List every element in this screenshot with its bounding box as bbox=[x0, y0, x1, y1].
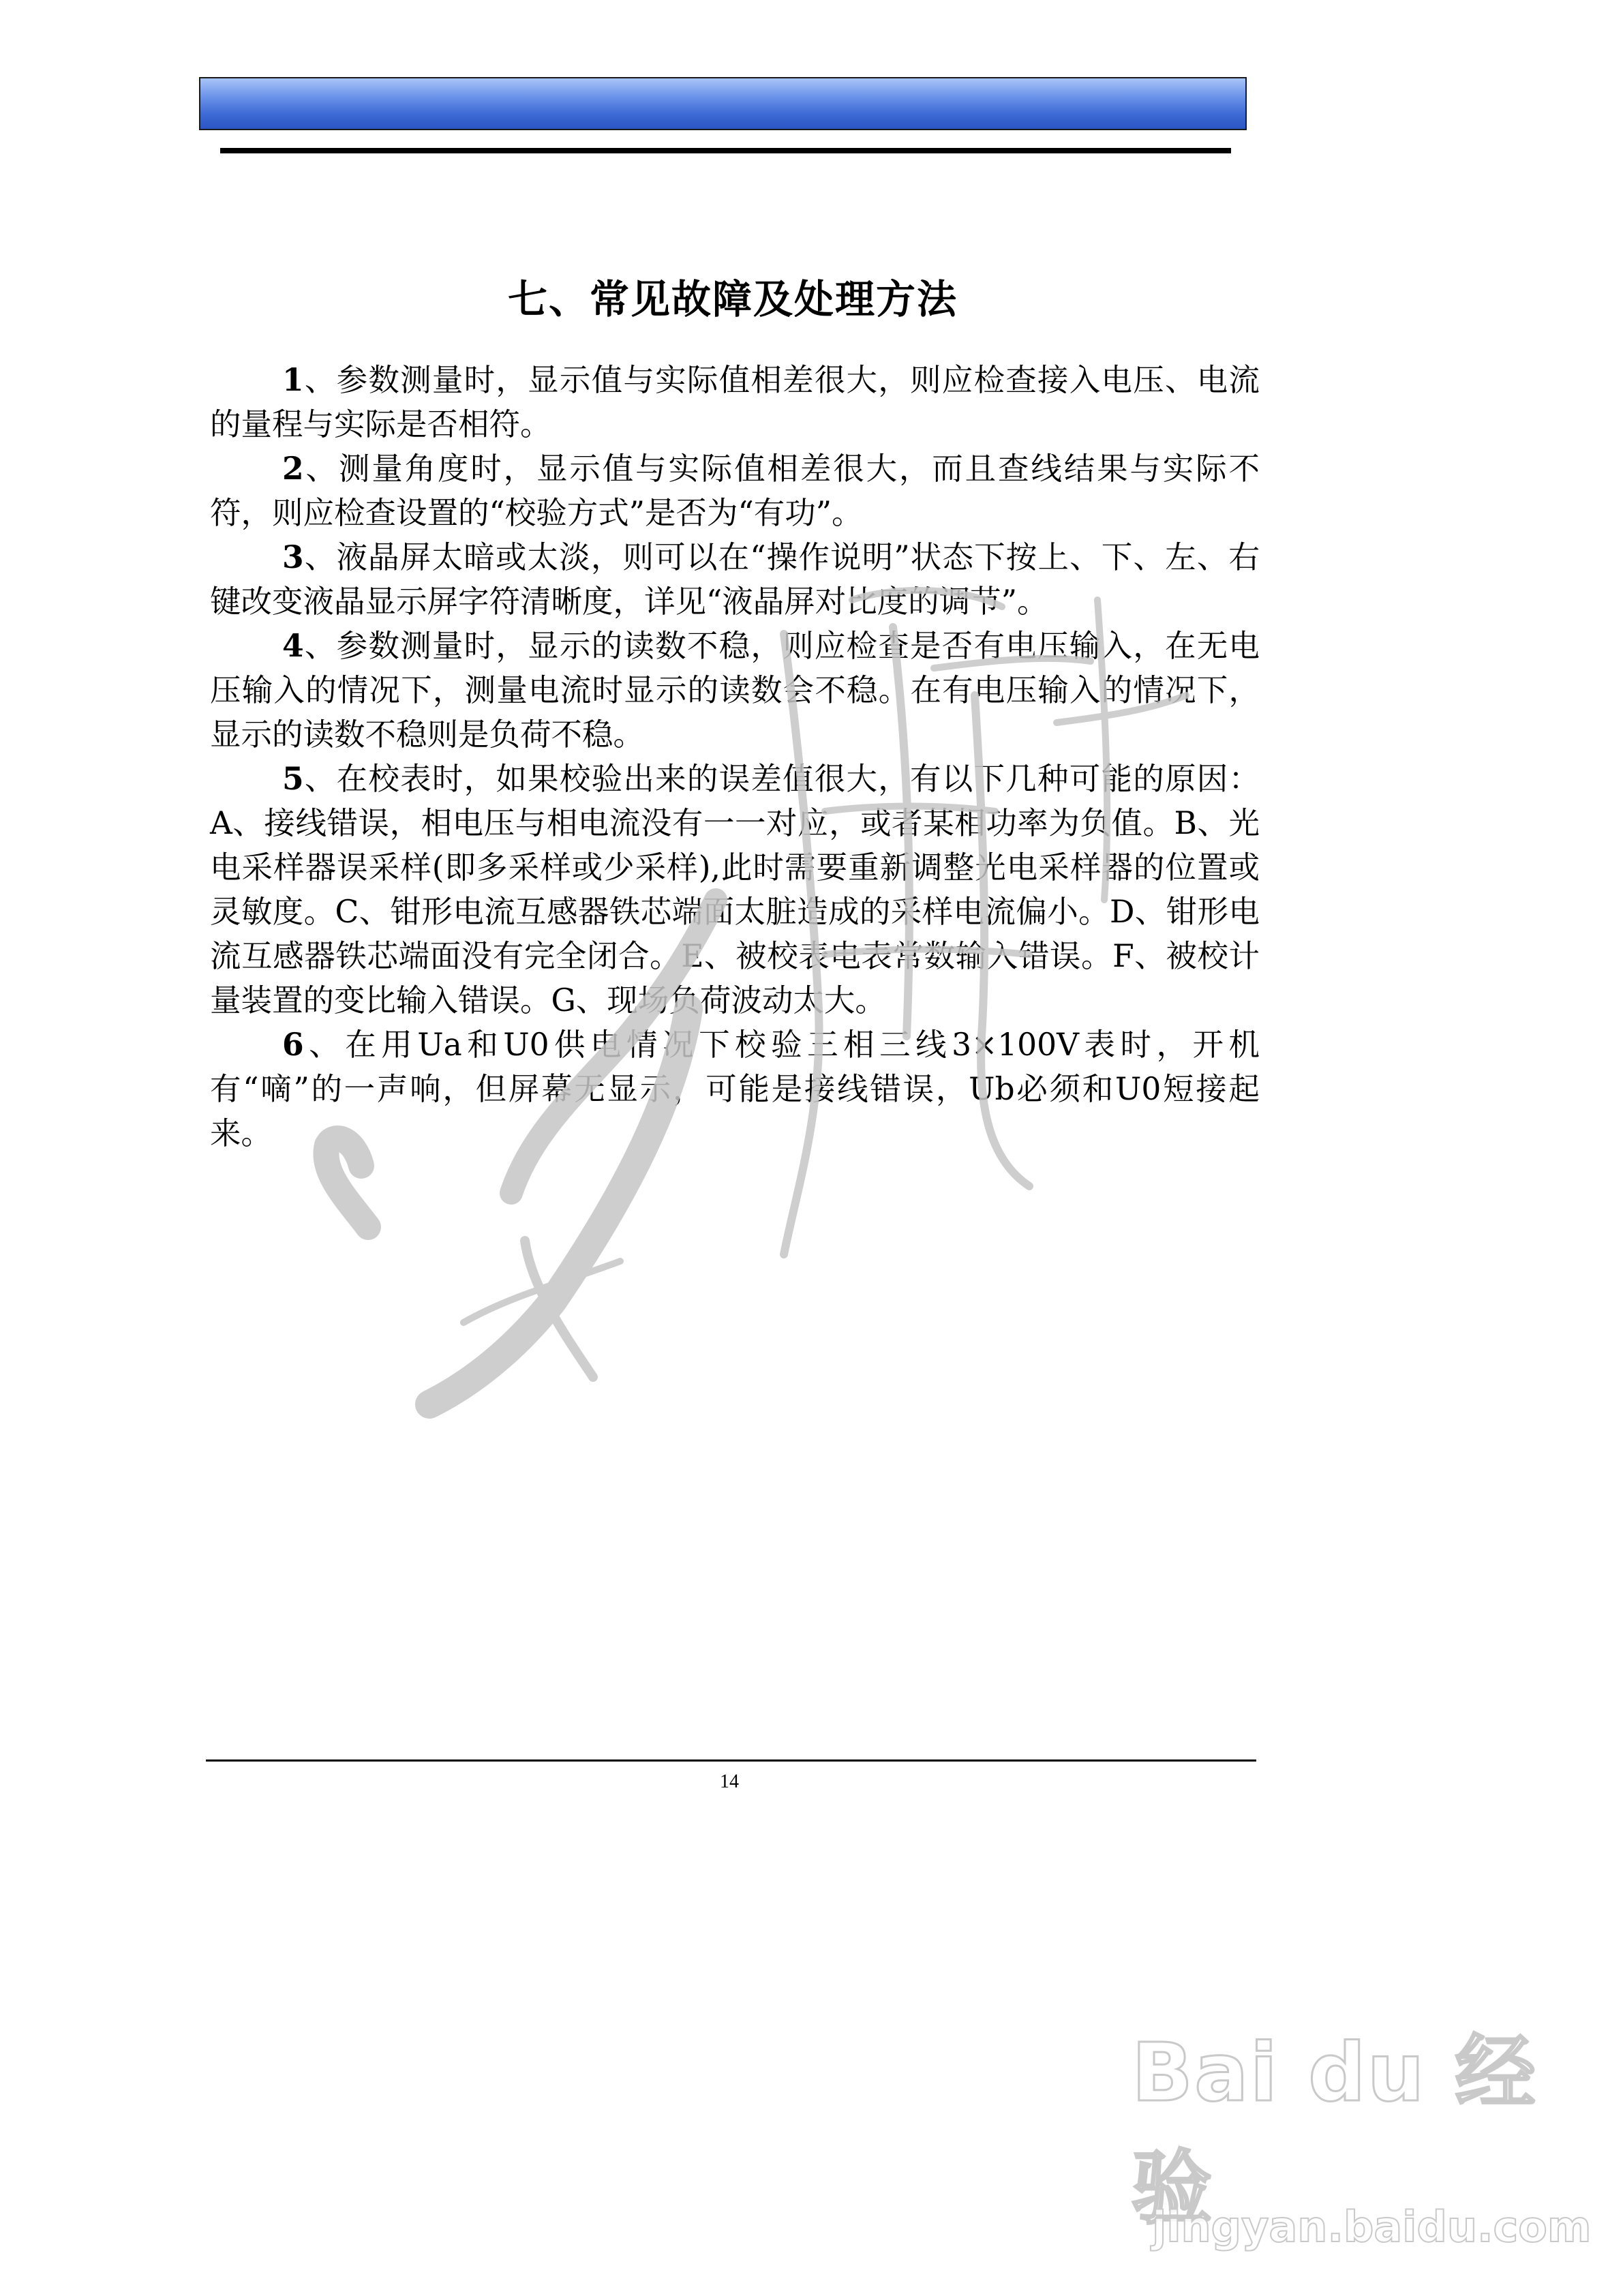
body-text bbox=[210, 358, 1260, 1155]
paragraph-text: 、在用Ua和U0供电情况下校验三相三线3×100V表时，开机有“嘀”的一声响，但屏幕无显示，可能是接线错误，Ub必须和U0短接起来。 bbox=[210, 1027, 1260, 1151]
header-rule bbox=[220, 148, 1231, 153]
baidu-jingyan-watermark bbox=[1132, 2025, 1595, 2270]
paragraph-3 bbox=[210, 535, 1260, 624]
paragraph-number: 1 bbox=[282, 361, 304, 398]
baidu-url: jingyan.baidu.com bbox=[1152, 2202, 1592, 2252]
header-banner bbox=[199, 77, 1247, 130]
page-number: 14 bbox=[720, 1771, 739, 1792]
footer-rule bbox=[206, 1759, 1256, 1762]
paragraph-5 bbox=[210, 757, 1260, 1023]
paragraph-number: 4 bbox=[282, 627, 304, 664]
baidu-logo: Bai du 经验 bbox=[1132, 2025, 1537, 2235]
paragraph-text: 、在校表时，如果校验出来的误差值很大，有以下几种可能的原因：A、接线错误，相电压与相电流没有一一对应，或者某相功率为负值。B、光电采样器误采样(即多采样或少采样),此时需要重新调整光电采样器的位置或灵敏度。C、钳形电流互感器铁芯端面太脏造成的采样电流偏小。D、钳形电流互感器铁芯端面没有完全闭合。E、被校表电表常数输入错误。F、被校计量装置的变比输入错误。G、现场负荷波动太大。 bbox=[210, 761, 1260, 1018]
paragraph-number: 6 bbox=[282, 1026, 304, 1063]
paragraph-2 bbox=[210, 447, 1260, 535]
paragraph-number: 2 bbox=[282, 450, 304, 487]
paragraph-text: 、参数测量时，显示的读数不稳，则应检查是否有电压输入，在无电压输入的情况下，测量电流时显示的读数会不稳。在有电压输入的情况下，显示的读数不稳则是负荷不稳。 bbox=[210, 628, 1260, 753]
paragraph-number: 3 bbox=[282, 539, 304, 575]
paragraph-text: 、液晶屏太暗或太淡，则可以在“操作说明”状态下按上、下、左、右键改变液晶显示屏字符清晰度，详见“液晶屏对比度的调节”。 bbox=[210, 539, 1260, 620]
paragraph-text: 、测量角度时，显示值与实际值相差很大，而且查线结果与实际不符，则应检查设置的“校验方式”是否为“有功”。 bbox=[210, 451, 1260, 531]
paragraph-number: 5 bbox=[282, 760, 304, 797]
paragraph-text: 、参数测量时，显示值与实际值相差很大，则应检查接入电压、电流的量程与实际是否相符。 bbox=[210, 362, 1260, 442]
paragraph-6 bbox=[210, 1023, 1260, 1155]
paragraph-4 bbox=[210, 624, 1260, 757]
page-title: 七、常见故障及处理方法 bbox=[507, 276, 958, 322]
paragraph-1 bbox=[210, 358, 1260, 447]
